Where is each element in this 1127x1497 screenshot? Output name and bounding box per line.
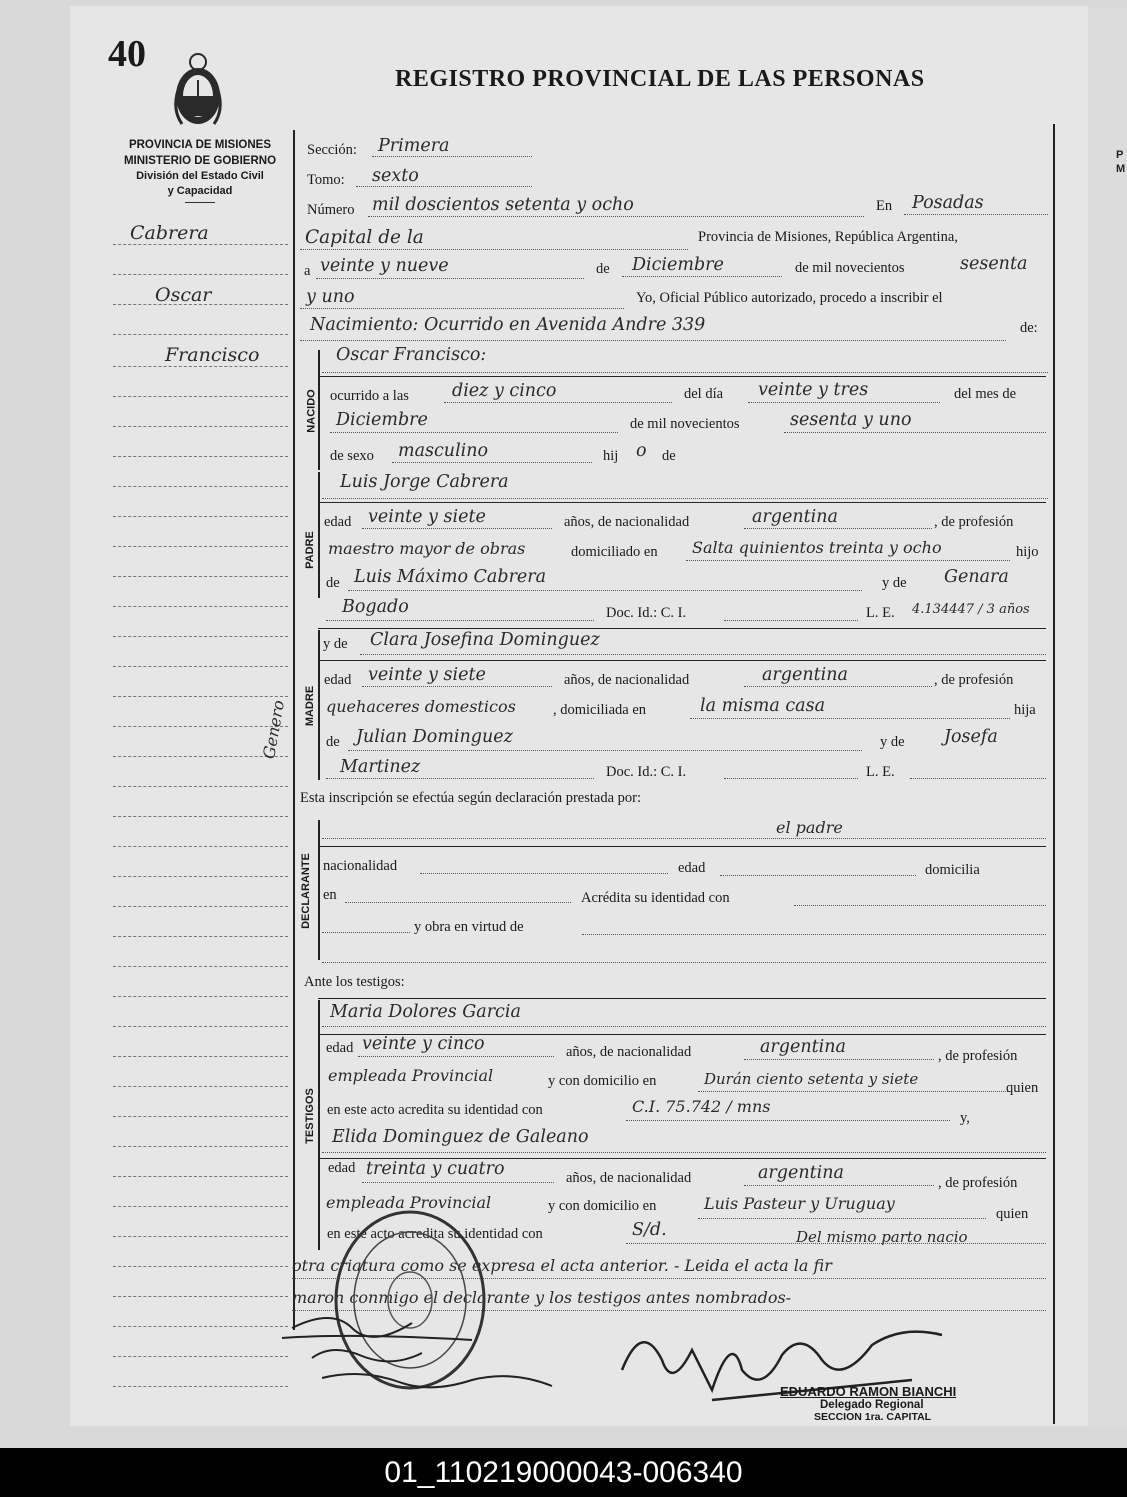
testigo2-nacionalidad: argentina: [758, 1163, 844, 1183]
witnesses-signatures: [272, 1298, 592, 1406]
nacido-anio: sesenta y uno: [790, 410, 912, 430]
padre-madre: Genara: [944, 567, 1009, 587]
mes-inscripcion: Diciembre: [632, 255, 724, 275]
section-label-padre: PADRE: [303, 531, 316, 569]
tomo-value: sexto: [372, 166, 419, 186]
testigo2-nombre: Elida Dominguez de Galeano: [332, 1127, 589, 1147]
issuing-authority: PROVINCIA DE MISIONES MINISTERIO DE GOBIERNO División del Estado Civil y Capacidad: [100, 137, 300, 203]
section-label-declarante: DECLARANTE: [299, 853, 312, 929]
testigo1-nombre: Maria Dolores Garcia: [330, 1002, 521, 1022]
madre-profesion: quehaceres domesticos: [326, 697, 516, 716]
section-label-testigos: TESTIGOS: [303, 1088, 316, 1144]
document-title: REGISTRO PROVINCIAL DE LAS PERSONAS: [395, 66, 925, 92]
dia-inscripcion: veinte y nueve: [320, 256, 449, 276]
madre-madre: Josefa: [944, 727, 998, 747]
padre-nacionalidad: argentina: [752, 507, 838, 527]
padre-edad: veinte y siete: [368, 507, 486, 527]
facing-page-fragment: P M: [1116, 149, 1126, 175]
numero-value: mil doscientos setenta y ocho: [372, 195, 634, 215]
anio-inscripcion: sesenta: [960, 254, 1028, 274]
registrar-name: EDUARDO RAMON BIANCHI: [780, 1384, 957, 1399]
observacion-linea-3: maron conmigo el declarante y los testigos antes nombrados-: [292, 1288, 792, 1307]
argentina-coat-of-arms-icon: [168, 50, 228, 132]
declarante-value: el padre: [776, 818, 843, 837]
nacido-mes: Diciembre: [336, 410, 428, 430]
declarante-intro: Esta inscripción se efectúa según declaración prestada por:: [300, 790, 642, 806]
testigo1-domicilio: Durán ciento setenta y siete: [704, 1070, 919, 1088]
madre-domicilio: la misma casa: [700, 696, 826, 716]
padre-nombre: Luis Jorge Cabrera: [340, 472, 509, 492]
testigo1-profesion: empleada Provincial: [328, 1066, 494, 1085]
divider: [185, 202, 215, 203]
section-label-nacido: NACIDO: [305, 389, 318, 433]
testigos-intro: Ante los testigos:: [304, 974, 405, 990]
nacido-sexo: masculino: [398, 441, 489, 461]
nacido-hora: diez y cinco: [452, 381, 557, 401]
observacion-linea-2: otra criatura como se expresa el acta anterior. - Leida el acta la fir: [292, 1256, 832, 1275]
padre-padre: Luis Máximo Cabrera: [354, 567, 547, 587]
padre-le-numero: 4.134447 / 3 años: [912, 602, 1030, 617]
registrar-signature-block: [780, 1384, 956, 1423]
margin-rule: [293, 130, 295, 1330]
testigo2-identidad: S/d.: [632, 1220, 667, 1240]
seccion-value: Primera: [378, 136, 450, 156]
testigo2-domicilio: Luis Pasteur y Uruguay: [704, 1194, 895, 1213]
lugar-value: Posadas: [912, 193, 984, 213]
margin-surname: Cabrera: [130, 222, 209, 244]
nacido-dia: veinte y tres: [758, 380, 869, 400]
testigo1-edad: veinte y cinco: [362, 1034, 485, 1054]
padre-profesion: maestro mayor de obras: [328, 539, 526, 558]
testigo1-identidad: C.I. 75.742 / mns: [632, 1097, 771, 1116]
testigo2-edad: treinta y cuatro: [366, 1159, 505, 1179]
testigo1-nacionalidad: argentina: [760, 1037, 846, 1057]
padre-domicilio: Salta quinientos treinta y ocho: [692, 538, 942, 557]
madre-nacionalidad: argentina: [762, 665, 848, 685]
section-label-madre: MADRE: [304, 685, 317, 727]
madre-edad: veinte y siete: [368, 665, 486, 685]
facing-page-edge: [1088, 8, 1127, 1428]
registrar-role: Delegado Regional: [820, 1399, 924, 1411]
archive-code-bar: 01_110219000043-006340: [0, 1448, 1127, 1497]
margin-vertical-note: Genero: [259, 698, 289, 761]
madre-padre: Julian Dominguez: [356, 727, 513, 747]
madre-nombre: Clara Josefina Dominguez: [370, 630, 600, 650]
registrar-section: SECCION 1ra. CAPITAL: [814, 1411, 932, 1423]
margin-second-name: Francisco: [165, 344, 260, 366]
testigo2-profesion: empleada Provincial: [326, 1193, 492, 1212]
observacion-linea-1: Del mismo parto nacio: [796, 1228, 968, 1246]
nacido-nombre: Oscar Francisco:: [336, 345, 487, 365]
margin-first-name: Oscar: [155, 284, 212, 306]
page-number: 40: [108, 33, 146, 75]
right-rule: [1053, 124, 1055, 1424]
acta-tipo: Nacimiento: Ocurrido en Avenida Andre 339: [310, 315, 706, 335]
